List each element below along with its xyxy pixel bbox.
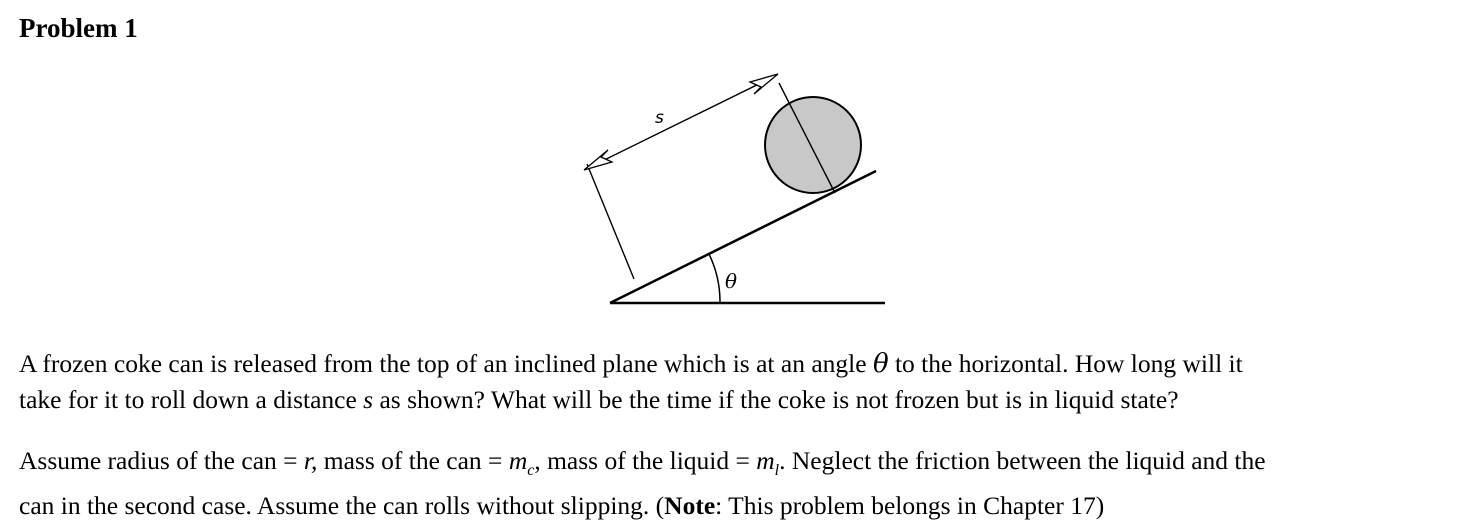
dimension-line — [590, 77, 773, 167]
assumptions — [19, 443, 1469, 523]
problem-statement — [19, 346, 1469, 418]
assumptions-line-2 — [19, 488, 1469, 523]
assumption-text: : This problem belongs in Chapter 17) — [715, 491, 1105, 521]
assumption-text: , mass of the liquid = — [534, 446, 757, 475]
statement-text: take for it to roll down a distance — [19, 385, 364, 414]
statement-line-1 — [19, 346, 1469, 382]
s-symbol: s — [363, 385, 374, 414]
r-symbol: r, — [303, 446, 318, 475]
arrowhead-lower — [584, 150, 612, 170]
assumption-text: mass of the can = — [317, 446, 509, 475]
assumptions-line-1 — [19, 443, 1469, 488]
assumption-text: Assume radius of the can = — [19, 446, 304, 475]
incline-figure — [570, 65, 900, 315]
distance-label: s — [655, 108, 664, 128]
incline-line — [610, 171, 876, 303]
statement-line-2 — [19, 382, 1469, 418]
coke-can — [765, 97, 861, 193]
problem-heading: Problem 1 — [19, 13, 138, 43]
angle-label: θ — [725, 269, 738, 293]
mc-symbol: $m_c$ — [508, 446, 535, 480]
arrowhead-upper — [750, 74, 778, 94]
angle-arc — [709, 254, 720, 303]
assumption-text: can in the second case. Assume the can rolls without slipping. ( — [19, 491, 665, 521]
statement-text: as shown? What will be the time if the coke is not frozen but is in liquid state? — [373, 385, 1179, 414]
theta-symbol: θ — [872, 349, 889, 379]
incline-diagram — [570, 65, 900, 315]
ml-symbol: $m_l$ — [756, 446, 780, 480]
assumption-text: . Neglect the friction between the liquid and the — [779, 446, 1266, 475]
statement-text: A frozen coke can is released from the top of an inclined plane which is at an angle — [19, 349, 873, 378]
extension-line-bottom — [587, 164, 634, 279]
statement-text: to the horizontal. How long will it — [888, 349, 1243, 378]
note-label: Note — [664, 491, 716, 521]
